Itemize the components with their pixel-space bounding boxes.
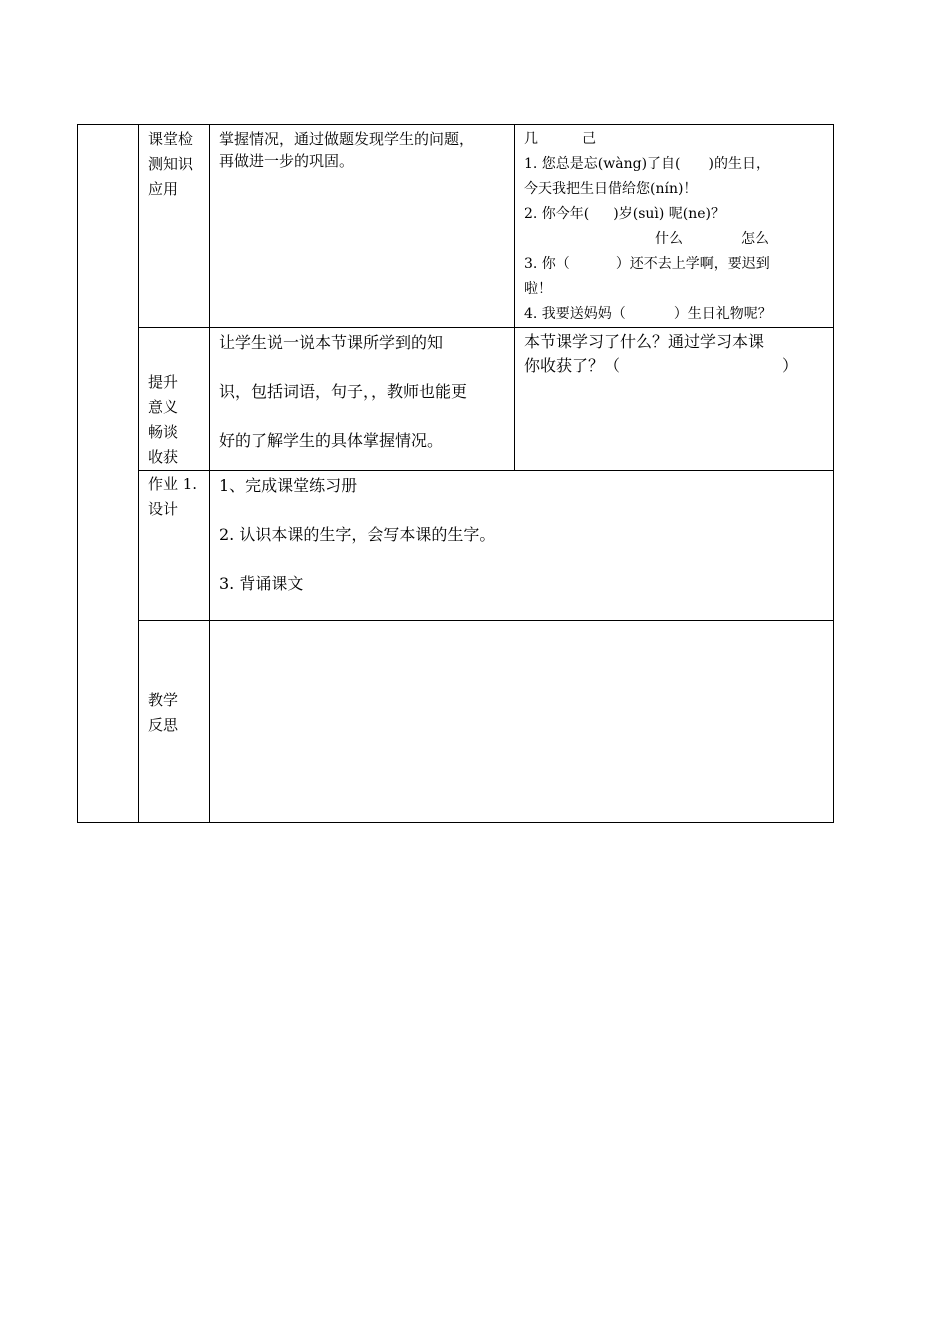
exercise-line	[524, 252, 827, 277]
word-choice: 怎么	[741, 231, 769, 247]
table-row	[78, 621, 834, 823]
exercise-line	[524, 152, 827, 177]
table-row	[78, 471, 834, 621]
goal-text: 识，包括词语，句子，，教师也能更	[219, 382, 468, 401]
reflection-content	[210, 621, 833, 623]
goal-cell	[210, 125, 515, 328]
exercise-line: 今天我把生日借给您(nín)！	[524, 181, 698, 197]
exercise-text: 4. 我要送妈妈（	[524, 306, 626, 322]
row-label-line: 反思	[148, 716, 179, 734]
exercise-text: )岁(suì) 呢(ne)？	[613, 206, 726, 222]
table-row	[78, 125, 834, 328]
exercise-cell	[515, 328, 834, 471]
exercise-line	[524, 302, 827, 327]
row-label-line: 课堂检	[148, 130, 194, 148]
table-row	[78, 328, 834, 471]
goal-cell	[210, 328, 515, 471]
blank-left-column	[78, 125, 139, 823]
homework-item: 1、完成课堂练习册	[219, 476, 358, 495]
row-label-line: 收获	[148, 448, 179, 466]
character-pair	[524, 127, 827, 152]
exercise-text: 你收获了？（	[524, 356, 621, 375]
row-label-cell	[139, 621, 210, 823]
lesson-plan-table	[77, 124, 834, 823]
exercise-text: )的生日，	[708, 156, 770, 172]
row-label-line: 设计	[148, 500, 179, 518]
homework-item: 3. 背诵课文	[219, 574, 304, 593]
row-label-line: 教学	[148, 691, 179, 709]
exercise-line	[524, 202, 827, 227]
row-label-cell	[139, 125, 210, 328]
homework-cell	[210, 471, 834, 621]
goal-text: 再做进一步的巩固。	[219, 152, 355, 170]
row-label-line: 应用	[148, 180, 179, 198]
row-label-cell	[139, 471, 210, 621]
exercise-text: ）还不去上学啊，要迟到	[615, 256, 770, 272]
goal-text: 好的了解学生的具体掌握情况。	[219, 431, 444, 450]
row-label-line: 畅谈	[148, 423, 179, 441]
reflection-cell	[210, 621, 834, 823]
exercise-text: 1. 您总是忘(wàng)了自(	[524, 156, 681, 172]
word-choices	[524, 227, 827, 252]
exercise-line: 啦！	[524, 281, 552, 297]
row-label-line: 测知识	[148, 155, 194, 173]
character-option: 己	[582, 131, 596, 147]
exercise-text: ）	[782, 356, 799, 375]
word-choice: 什么	[655, 231, 683, 247]
row-label-line: 意义	[148, 398, 179, 416]
character-option: 几	[524, 131, 538, 147]
exercise-cell	[515, 125, 834, 328]
exercise-line: 本节课学习了什么？通过学习本课	[524, 332, 765, 351]
exercise-text: 3. 你（	[524, 256, 570, 272]
exercise-text: ）生日礼物呢？	[673, 306, 772, 322]
row-label-cell	[139, 328, 210, 471]
row-label-line: 提升	[148, 373, 179, 391]
row-label-line: 作业 1.	[148, 475, 198, 493]
goal-text: 掌握情况，通过做题发现学生的问题，	[219, 130, 475, 148]
exercise-line	[524, 354, 827, 378]
homework-item: 2. 认识本课的生字，会写本课的生字。	[219, 525, 496, 544]
exercise-text: 2. 你今年(	[524, 206, 590, 222]
goal-text: 让学生说一说本节课所学到的知	[219, 333, 444, 352]
